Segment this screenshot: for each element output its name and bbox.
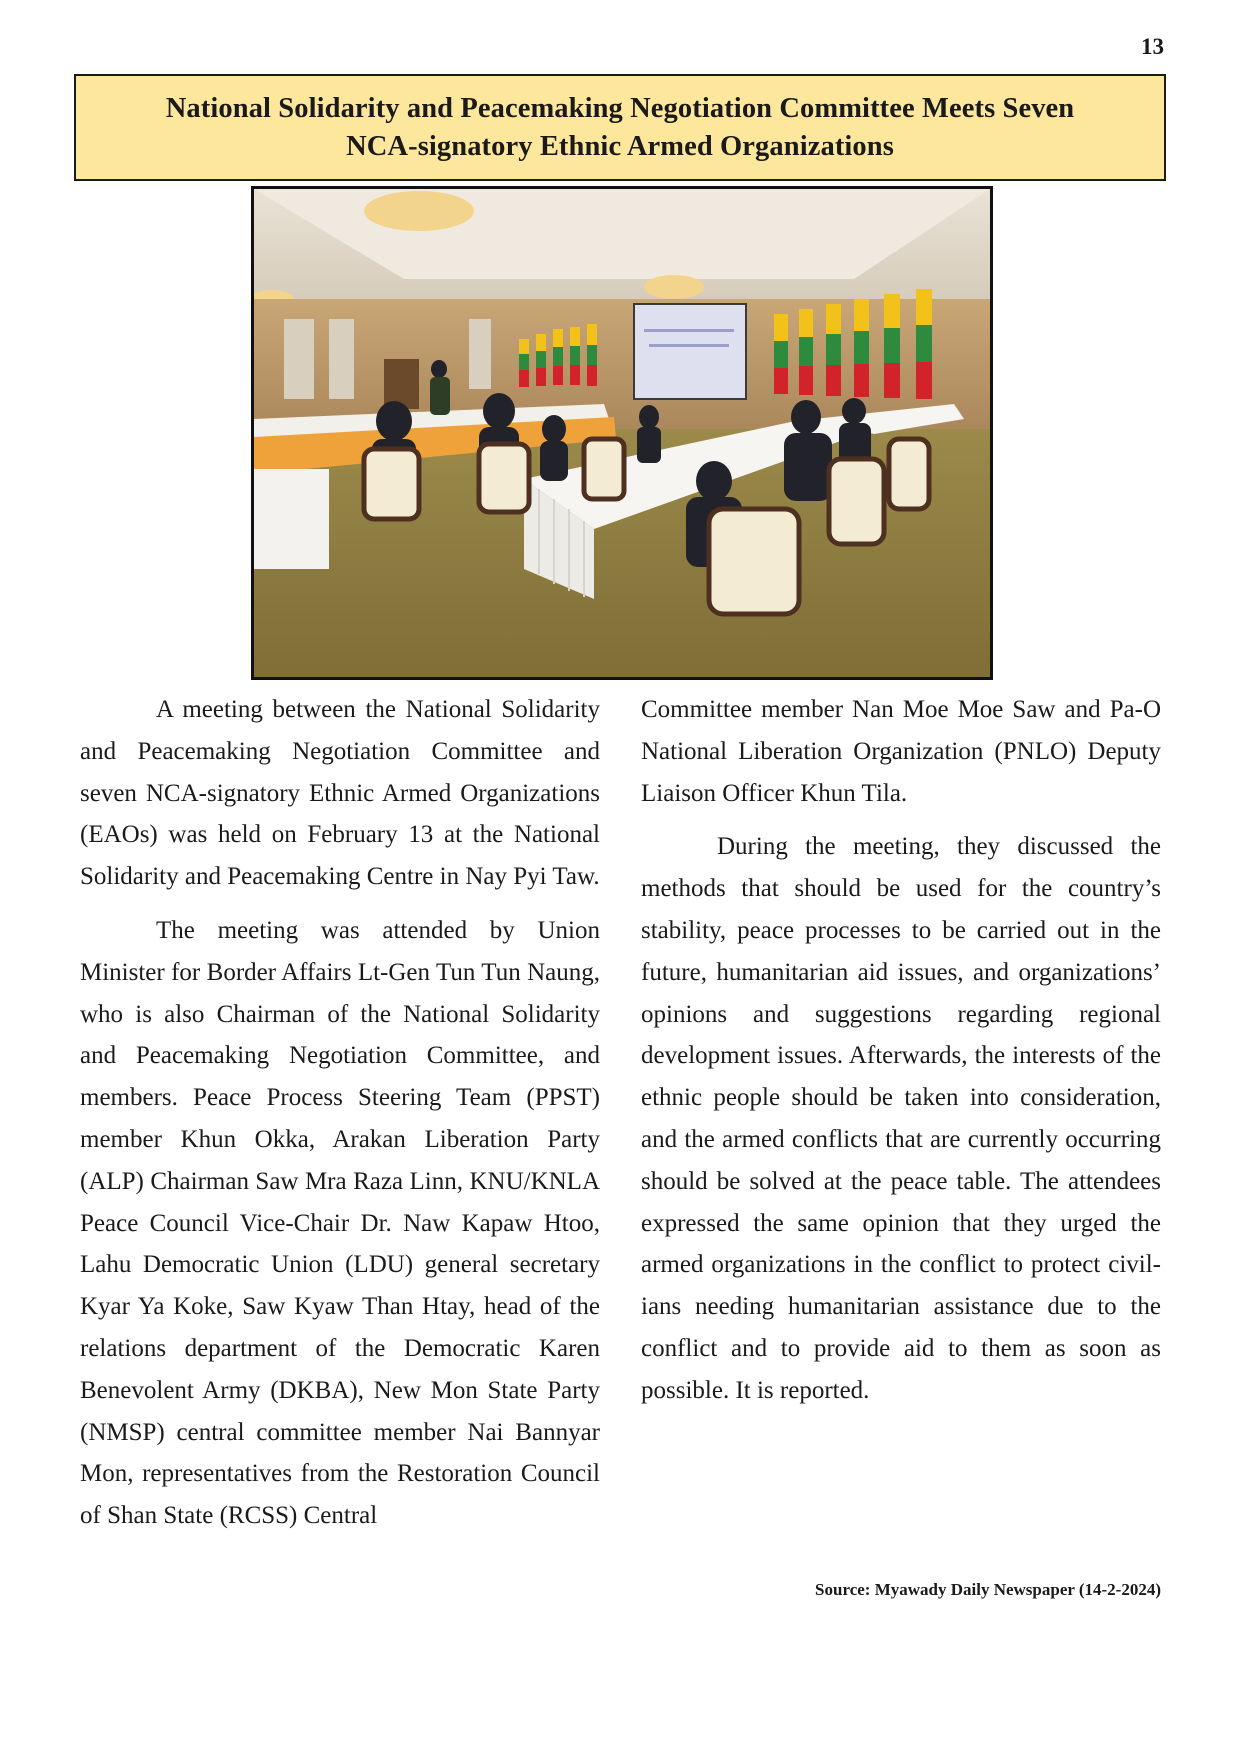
paragraph-2-continued: Committee member Nan Moe Moe Saw and Pa-O National Liberation Organization (PNLO) Deputy Liaison Officer Khun Tila. xyxy=(641,696,1161,807)
meeting-photo xyxy=(251,186,993,680)
page-number: 13 xyxy=(1141,34,1164,59)
meeting-room-illustration xyxy=(254,189,990,677)
paragraph-1: A meeting between the National Solidarity and Peacemaking Negotiation Committee and seven NCA-signatory Ethnic Armed Organizations (EAOs) was held on February 13 at the National Solidarity and Peacemaking Centre in Nay Pyi Taw. xyxy=(80,696,600,891)
article-column-left xyxy=(80,689,600,1549)
title-line-1: National Solidarity and Peacemaking Negotiation Committee Meets Seven xyxy=(165,92,1075,124)
paragraph-3: During the meeting, they discussed the methods that should be used for the country’s stability, peace processes to be carried out in the future, humanitarian aid issues, and organizations’ opinions and suggestions regarding regional development issues. Afterwards, the interests of the ethnic people should be taken into consideration, and the armed conflicts that are currently occurring should be solved at the peace table. The attendees expressed the same opinion that they urged the armed organizations in the conflict to protect civilians needing humanitarian assistance due to the conflict and to provide aid to them as soon as possible. It is reported. xyxy=(641,833,1161,1404)
title-line-2: NCA-signatory Ethnic Armed Organizations xyxy=(346,130,894,162)
source-citation: Source: Myawady Daily Newspaper (14-2-2024) xyxy=(815,1580,1161,1599)
article-title-box xyxy=(74,74,1166,181)
article-column-right xyxy=(641,689,1161,1424)
paragraph-2: The meeting was attended by Union Minister for Border Affairs Lt-Gen Tun Tun Naung, who is also Chairman of the National Solidarity and Peacemaking Negotiation Committee, and members. Peace Process Steering Team (PPST) member Khun Okka, Arakan Liberation Party (ALP) Chairman Saw Mra Raza Linn, KNU/KNLA Peace Council Vice-Chair Dr. Naw Kapaw Htoo, Lahu Democratic Union (LDU) general secretary Kyar Ya Koke, Saw Kyaw Than Htay, head of the relations department of the Democratic Karen Benevolent Army (DKBA), New Mon State Party (NMSP) central committee member Nai Bannyar Mon, representatives from the Restoration Council of Shan State (RCSS) Central xyxy=(80,916,600,1530)
article-title xyxy=(166,90,1075,166)
